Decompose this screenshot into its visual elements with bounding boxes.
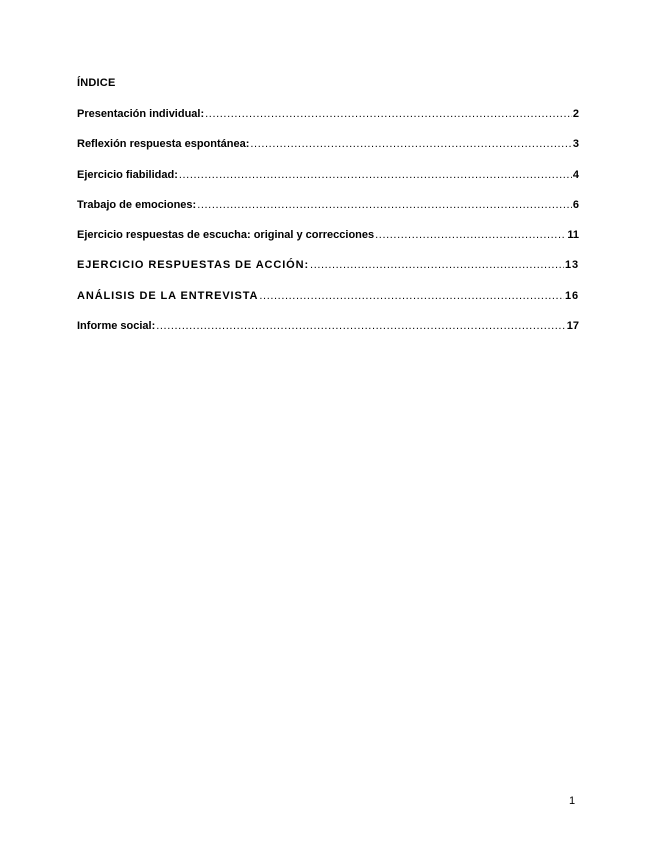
- toc-entry-label[interactable]: Ejercicio respuestas de escucha: original y correcciones: [77, 229, 375, 242]
- toc-entry-presentacion[interactable]: [77, 108, 579, 138]
- toc-leader-dots: [179, 169, 572, 181]
- toc-leader-dots: [310, 259, 564, 271]
- toc-entry-page[interactable]: 2: [572, 108, 579, 120]
- table-of-contents: [77, 108, 579, 350]
- toc-entry-label[interactable]: Trabajo de emociones:: [77, 198, 197, 211]
- toc-entry-emociones[interactable]: [77, 199, 579, 229]
- toc-entry-label[interactable]: Presentación individual:: [77, 108, 205, 120]
- toc-leader-dots: [250, 138, 571, 150]
- toc-entry-label[interactable]: ANÁLISIS DE LA ENTREVISTA: [77, 289, 259, 302]
- toc-leader-dots: [205, 108, 572, 120]
- toc-entry-page[interactable]: 13: [564, 259, 579, 272]
- toc-entry-informe[interactable]: [77, 320, 579, 350]
- toc-entry-label[interactable]: Informe social:: [77, 320, 156, 333]
- toc-leader-dots: [197, 199, 572, 211]
- toc-entry-page[interactable]: 17: [566, 320, 579, 333]
- toc-entry-page[interactable]: 16: [564, 289, 579, 302]
- toc-entry-page[interactable]: 4: [572, 168, 579, 181]
- toc-entry-fiabilidad[interactable]: [77, 169, 579, 199]
- index-title: ÍNDICE: [77, 77, 116, 89]
- toc-entry-escucha[interactable]: [77, 229, 579, 259]
- toc-entry-label[interactable]: EJERCICIO RESPUESTAS DE ACCIÓN:: [77, 259, 310, 272]
- toc-entry-reflexion[interactable]: [77, 138, 579, 168]
- toc-entry-page[interactable]: 3: [572, 138, 579, 151]
- toc-entry-label[interactable]: Reflexión respuesta espontánea:: [77, 138, 250, 151]
- toc-entry-page[interactable]: 6: [572, 198, 579, 211]
- toc-leader-dots: [375, 229, 566, 241]
- toc-leader-dots: [259, 290, 564, 302]
- toc-entry-label[interactable]: Ejercicio fiabilidad:: [77, 168, 178, 181]
- page-number: 1: [569, 795, 576, 807]
- toc-leader-dots: [156, 320, 566, 332]
- toc-entry-entrevista[interactable]: [77, 290, 579, 320]
- toc-entry-page[interactable]: 11: [567, 229, 579, 242]
- toc-entry-accion[interactable]: [77, 259, 579, 289]
